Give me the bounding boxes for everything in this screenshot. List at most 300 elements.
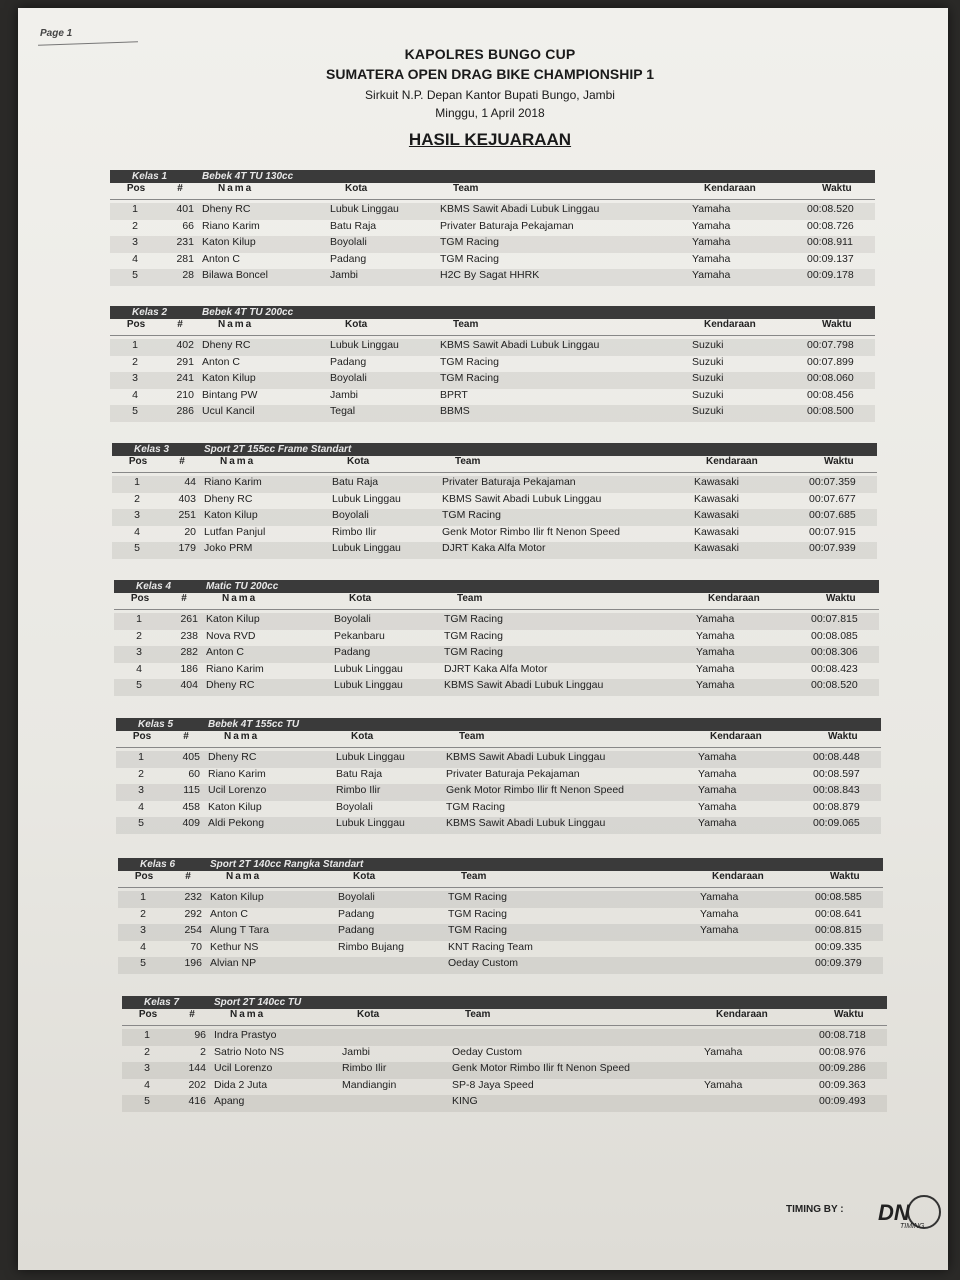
cell-pos: 2 <box>134 492 140 505</box>
timing-logo-icon <box>868 1190 948 1230</box>
cell-waktu: 00:09.137 <box>807 252 854 265</box>
class-section <box>122 996 887 1112</box>
cell-kendaraan: Suzuki <box>692 388 724 401</box>
column-header-kendaraan: Kendaraan <box>704 183 756 194</box>
cell-kota: Padang <box>334 646 371 658</box>
cell-nama: Aldi Pekong <box>208 817 265 829</box>
result-row <box>112 476 877 493</box>
document-header <box>0 46 960 150</box>
result-row <box>114 613 879 630</box>
championship-title: SUMATERA OPEN DRAG BIKE CHAMPIONSHIP 1 <box>326 66 654 82</box>
cell-kota: Jambi <box>342 1045 371 1058</box>
column-header-kendaraan: Kendaraan <box>708 593 760 604</box>
column-header-team: Team <box>465 1009 491 1020</box>
column-header-pos: Pos <box>134 871 154 882</box>
cell-team: TGM Racing <box>448 891 507 903</box>
cell-nama: Alung T Tara <box>210 924 269 936</box>
column-headers <box>118 871 883 888</box>
cell-kota: Lubuk Linggau <box>336 751 405 763</box>
cell-kendaraan: Kawasaki <box>694 476 739 488</box>
column-header-nama: Nama <box>220 456 256 467</box>
class-header-bar <box>122 996 887 1009</box>
column-header-kendaraan: Kendaraan <box>706 456 758 467</box>
cell-no: 286 <box>176 405 194 417</box>
cell-pos: 4 <box>144 1078 150 1091</box>
column-header-kota: Kota <box>349 593 372 604</box>
column-header-kota: Kota <box>345 183 368 194</box>
cell-waktu: 00:09.065 <box>813 817 860 829</box>
cell-waktu: 00:08.718 <box>819 1029 866 1041</box>
cell-team: TGM Racing <box>440 372 499 384</box>
column-header-nama: Nama <box>222 593 258 604</box>
cell-no: 402 <box>176 339 194 351</box>
cell-no: 405 <box>182 751 200 763</box>
cell-pos: 2 <box>132 219 138 232</box>
results-rows <box>110 336 875 422</box>
cell-team: Genk Motor Rimbo Ilir ft Nenon Speed <box>442 525 620 538</box>
cell-waktu: 00:09.493 <box>819 1095 866 1107</box>
column-header-pos: Pos <box>126 319 146 330</box>
cell-pos: 5 <box>140 957 146 969</box>
cell-kendaraan: Kawasaki <box>694 542 739 554</box>
cell-kendaraan: Yamaha <box>696 679 735 691</box>
cell-kota: Lubuk Linggau <box>330 203 399 215</box>
cell-kendaraan: Yamaha <box>692 219 731 232</box>
result-row <box>116 784 881 801</box>
column-headers <box>110 183 875 200</box>
cell-kendaraan: Suzuki <box>692 372 724 384</box>
column-header-waktu: Waktu <box>822 319 852 330</box>
cell-nama: Ucil Lorenzo <box>214 1062 273 1074</box>
cell-kendaraan: Yamaha <box>692 236 731 248</box>
cell-no: 20 <box>184 525 196 538</box>
cell-waktu: 00:08.500 <box>807 405 854 417</box>
column-header-team: Team <box>453 319 479 330</box>
cell-team: TGM Racing <box>448 907 507 920</box>
cell-team: TGM Racing <box>446 800 505 813</box>
cell-team: Oeday Custom <box>452 1045 523 1058</box>
cell-kota: Boyolali <box>336 800 373 813</box>
cell-no: 210 <box>176 388 194 401</box>
cell-nama: Anton C <box>210 907 248 920</box>
cell-kendaraan: Yamaha <box>696 646 735 658</box>
class-category: Bebek 4T TU 200cc <box>202 307 294 318</box>
class-section <box>112 443 877 559</box>
cell-team: DJRT Kaka Alfa Motor <box>444 662 548 675</box>
results-rows <box>122 1026 887 1112</box>
result-row <box>122 1029 887 1046</box>
cell-no: 281 <box>176 252 194 265</box>
cell-no: 66 <box>182 219 194 232</box>
cell-waktu: 00:08.585 <box>815 891 862 903</box>
cell-kota: Jambi <box>330 388 359 401</box>
column-header-pos: Pos <box>126 183 146 194</box>
cell-no: 254 <box>184 924 202 936</box>
cell-pos: 3 <box>136 646 142 658</box>
column-header-kendaraan: Kendaraan <box>710 731 762 742</box>
result-row <box>122 1095 887 1112</box>
cell-pos: 2 <box>136 629 142 642</box>
cell-no: 416 <box>188 1095 206 1107</box>
cell-kota: Lubuk Linggau <box>336 817 405 829</box>
cell-kendaraan: Yamaha <box>704 1045 743 1058</box>
cell-nama: Riano Karim <box>202 219 260 232</box>
cell-kendaraan: Yamaha <box>698 767 737 780</box>
result-row <box>114 646 879 663</box>
class-category: Sport 2T 155cc Frame Standart <box>204 444 352 455</box>
cell-waktu: 00:07.899 <box>807 355 854 368</box>
class-number: Kelas 5 <box>138 719 174 730</box>
cell-no: 238 <box>180 629 198 642</box>
cell-kota: Padang <box>338 907 375 920</box>
result-row <box>118 957 883 974</box>
result-row <box>122 1046 887 1063</box>
cell-kota: Rimbo Ilir <box>342 1062 387 1074</box>
column-header-kota: Kota <box>351 731 374 742</box>
result-row <box>122 1062 887 1079</box>
cell-kendaraan: Yamaha <box>704 1078 743 1091</box>
result-row <box>114 663 879 680</box>
cell-team: H2C By Sagat HHRK <box>440 269 540 281</box>
cell-nama: Indra Prastyo <box>214 1029 277 1041</box>
cell-team: TGM Racing <box>440 236 499 248</box>
cell-no: 96 <box>194 1029 206 1041</box>
result-row <box>122 1079 887 1096</box>
cell-pos: 5 <box>144 1095 150 1107</box>
cell-nama: Katon Kilup <box>208 800 262 813</box>
cell-pos: 3 <box>132 372 138 384</box>
cell-waktu: 00:08.520 <box>811 679 858 691</box>
cell-team: KNT Racing Team <box>448 940 533 953</box>
cell-waktu: 00:08.060 <box>807 372 854 384</box>
cell-nama: Dheny RC <box>206 679 255 691</box>
cell-waktu: 00:08.843 <box>813 784 860 796</box>
cell-waktu: 00:07.939 <box>809 542 856 554</box>
column-header-team: Team <box>461 871 487 882</box>
cell-no: 291 <box>176 355 194 368</box>
cell-no: 44 <box>184 476 196 488</box>
column-header-waktu: Waktu <box>824 456 854 467</box>
cell-pos: 1 <box>136 613 142 625</box>
cell-nama: Anton C <box>206 646 244 658</box>
result-row <box>118 908 883 925</box>
event-title: KAPOLRES BUNGO CUP <box>404 46 576 62</box>
column-header-nama: Nama <box>230 1009 266 1020</box>
cell-kota: Boyolali <box>332 509 369 521</box>
cell-team: BBMS <box>440 405 470 417</box>
cell-team: KING <box>452 1095 478 1107</box>
cell-pos: 1 <box>132 339 138 351</box>
cell-waktu: 00:08.641 <box>815 907 862 920</box>
cell-waktu: 00:08.520 <box>807 203 854 215</box>
result-row <box>116 801 881 818</box>
cell-kendaraan: Yamaha <box>696 629 735 642</box>
result-row <box>110 389 875 406</box>
cell-no: 202 <box>188 1078 206 1091</box>
cell-team: DJRT Kaka Alfa Motor <box>442 542 546 554</box>
class-category: Bebek 4T 155cc TU <box>208 719 300 730</box>
results-heading: HASIL KEJUARAAN <box>408 130 572 149</box>
cell-kota: Lubuk Linggau <box>334 679 403 691</box>
result-row <box>118 924 883 941</box>
cell-kota: Lubuk Linggau <box>332 542 401 554</box>
cell-waktu: 00:09.379 <box>815 957 862 969</box>
cell-no: 115 <box>183 784 200 796</box>
cell-no: 409 <box>182 817 200 829</box>
cell-pos: 2 <box>144 1045 150 1058</box>
cell-kota: Boyolali <box>330 372 367 384</box>
column-header-no: # <box>185 871 191 882</box>
cell-nama: Joko PRM <box>204 542 253 554</box>
cell-kota: Padang <box>338 924 375 936</box>
class-number: Kelas 4 <box>136 581 172 592</box>
cell-team: Privater Baturaja Pekajaman <box>446 767 580 780</box>
cell-team: KBMS Sawit Abadi Lubuk Linggau <box>444 679 604 691</box>
result-row <box>118 891 883 908</box>
cell-pos: 5 <box>136 679 142 691</box>
column-header-kota: Kota <box>345 319 368 330</box>
column-header-nama: Nama <box>218 183 254 194</box>
cell-nama: Katon Kilup <box>202 236 256 248</box>
class-number: Kelas 2 <box>132 307 168 318</box>
cell-pos: 1 <box>132 203 138 215</box>
column-header-nama: Nama <box>224 731 260 742</box>
cell-no: 231 <box>176 236 194 248</box>
result-row <box>110 253 875 270</box>
class-number: Kelas 1 <box>132 171 168 182</box>
cell-pos: 2 <box>132 355 138 368</box>
cell-nama: Dheny RC <box>202 339 251 351</box>
cell-team: TGM Racing <box>444 629 503 642</box>
cell-nama: Ucul Kancil <box>202 405 255 417</box>
cell-no: 2 <box>200 1045 206 1058</box>
cell-pos: 3 <box>140 924 146 936</box>
cell-kendaraan: Yamaha <box>698 784 737 796</box>
cell-kendaraan: Yamaha <box>698 800 737 813</box>
result-row <box>114 679 879 696</box>
cell-team: TGM Racing <box>440 355 499 368</box>
class-section <box>114 580 879 696</box>
cell-kendaraan: Yamaha <box>692 203 731 215</box>
cell-kota: Boyolali <box>330 236 367 248</box>
cell-kendaraan: Yamaha <box>692 252 731 265</box>
cell-team: Privater Baturaja Pekajaman <box>442 476 576 488</box>
column-header-pos: Pos <box>132 731 152 742</box>
column-header-pos: Pos <box>138 1009 158 1020</box>
class-category: Bebek 4T TU 130cc <box>202 171 294 182</box>
cell-no: 186 <box>180 662 198 675</box>
cell-kendaraan: Suzuki <box>692 405 724 417</box>
cell-pos: 5 <box>132 269 138 281</box>
column-headers <box>110 319 875 336</box>
cell-nama: Riano Karim <box>204 476 262 488</box>
cell-waktu: 00:08.306 <box>811 646 858 658</box>
cell-pos: 5 <box>132 405 138 417</box>
cell-waktu: 00:07.915 <box>809 525 856 538</box>
cell-pos: 1 <box>144 1029 150 1041</box>
result-row <box>112 542 877 559</box>
cell-team: KBMS Sawit Abadi Lubuk Linggau <box>446 817 606 829</box>
cell-kota: Padang <box>330 252 367 265</box>
cell-waktu: 00:08.726 <box>807 219 854 232</box>
cell-waktu: 00:08.976 <box>819 1045 866 1058</box>
cell-kendaraan: Kawasaki <box>694 525 739 538</box>
cell-waktu: 00:07.685 <box>809 509 856 521</box>
cell-pos: 4 <box>138 800 144 813</box>
cell-team: KBMS Sawit Abadi Lubuk Linggau <box>442 492 602 505</box>
class-header-bar <box>110 170 875 183</box>
column-headers <box>122 1009 887 1026</box>
cell-pos: 1 <box>138 751 144 763</box>
result-row <box>114 630 879 647</box>
cell-team: Privater Baturaja Pekajaman <box>440 219 574 232</box>
cell-kota: Batu Raja <box>332 476 379 488</box>
cell-team: KBMS Sawit Abadi Lubuk Linggau <box>446 751 606 763</box>
column-header-no: # <box>179 456 185 467</box>
cell-kendaraan: Kawasaki <box>694 509 739 521</box>
cell-nama: Dida 2 Juta <box>214 1078 268 1091</box>
cell-kota: Rimbo Ilir <box>336 784 381 796</box>
cell-nama: Nova RVD <box>206 629 256 642</box>
cell-kota: Rimbo Bujang <box>338 940 404 953</box>
results-rows <box>116 748 881 834</box>
column-header-no: # <box>181 593 187 604</box>
result-row <box>110 269 875 286</box>
cell-nama: Satrio Noto NS <box>214 1045 285 1058</box>
cell-team: Oeday Custom <box>448 957 519 969</box>
class-section <box>118 858 883 974</box>
column-header-waktu: Waktu <box>834 1009 864 1020</box>
cell-no: 292 <box>184 907 202 920</box>
cell-kendaraan: Yamaha <box>698 751 737 763</box>
cell-kendaraan: Yamaha <box>696 613 735 625</box>
cell-pos: 4 <box>140 940 146 953</box>
column-header-kendaraan: Kendaraan <box>712 871 764 882</box>
cell-waktu: 00:08.911 <box>807 236 853 248</box>
cell-nama: Anton C <box>202 355 240 368</box>
result-row <box>112 526 877 543</box>
cell-pos: 2 <box>140 907 146 920</box>
cell-pos: 4 <box>136 662 142 675</box>
cell-team: KBMS Sawit Abadi Lubuk Linggau <box>440 203 600 215</box>
cell-pos: 3 <box>134 509 140 521</box>
column-header-kendaraan: Kendaraan <box>704 319 756 330</box>
cell-no: 28 <box>182 269 194 281</box>
cell-waktu: 00:08.456 <box>807 388 854 401</box>
cell-team: BPRT <box>440 388 468 401</box>
cell-kota: Boyolali <box>338 891 375 903</box>
cell-team: TGM Racing <box>442 509 501 521</box>
cell-kendaraan: Suzuki <box>692 339 724 351</box>
results-rows <box>114 610 879 696</box>
cell-nama: Bilawa Boncel <box>202 269 268 281</box>
cell-team: TGM Racing <box>444 646 503 658</box>
cell-pos: 5 <box>134 542 140 554</box>
column-header-nama: Nama <box>226 871 262 882</box>
class-header-bar <box>110 306 875 319</box>
venue: Sirkuit N.P. Depan Kantor Bupati Bungo, Jambi <box>365 88 615 102</box>
cell-no: 179 <box>178 542 196 554</box>
cell-no: 144 <box>188 1062 206 1074</box>
cell-pos: 2 <box>138 767 144 780</box>
cell-kota: Mandiangin <box>342 1078 397 1091</box>
cell-waktu: 00:08.448 <box>813 751 860 763</box>
cell-team: TGM Racing <box>444 613 503 625</box>
cell-kota: Jambi <box>330 269 359 281</box>
cell-no: 251 <box>178 509 196 521</box>
cell-pos: 3 <box>132 236 138 248</box>
column-header-kota: Kota <box>357 1009 380 1020</box>
cell-no: 458 <box>182 800 200 813</box>
cell-kota: Padang <box>330 355 367 368</box>
cell-nama: Bintang PW <box>202 388 258 401</box>
results-rows <box>118 888 883 974</box>
class-header-bar <box>112 443 877 456</box>
cell-waktu: 00:07.798 <box>807 339 854 351</box>
cell-team: TGM Racing <box>448 924 507 936</box>
cell-kota: Rimbo Ilir <box>332 525 377 538</box>
cell-no: 70 <box>190 940 202 953</box>
event-date: Minggu, 1 April 2018 <box>435 106 545 120</box>
result-row <box>110 339 875 356</box>
cell-nama: Katon Kilup <box>204 509 258 521</box>
cell-kendaraan: Yamaha <box>700 907 739 920</box>
column-header-kota: Kota <box>347 456 370 467</box>
class-category: Matic TU 200cc <box>206 581 279 592</box>
cell-waktu: 00:09.335 <box>815 940 862 953</box>
result-row <box>112 509 877 526</box>
cell-no: 403 <box>178 492 196 505</box>
cell-no: 404 <box>180 679 198 691</box>
class-section <box>110 306 875 422</box>
cell-kendaraan: Yamaha <box>698 817 737 829</box>
column-header-nama: Nama <box>218 319 254 330</box>
cell-nama: Ucil Lorenzo <box>208 784 267 796</box>
cell-pos: 3 <box>138 784 144 796</box>
cell-kota: Pekanbaru <box>334 629 385 642</box>
column-header-waktu: Waktu <box>828 731 858 742</box>
results-rows <box>112 473 877 559</box>
results-rows <box>110 200 875 286</box>
cell-no: 241 <box>176 372 194 384</box>
cell-kendaraan: Kawasaki <box>694 492 739 505</box>
column-header-team: Team <box>457 593 483 604</box>
cell-pos: 1 <box>134 476 140 488</box>
cell-kendaraan: Yamaha <box>700 924 739 936</box>
cell-kota: Tegal <box>330 405 356 417</box>
cell-waktu: 00:09.178 <box>807 269 854 281</box>
column-header-no: # <box>183 731 189 742</box>
column-header-waktu: Waktu <box>822 183 852 194</box>
cell-no: 282 <box>180 646 198 658</box>
cell-pos: 4 <box>132 252 138 265</box>
class-header-bar <box>114 580 879 593</box>
timing-label: TIMING BY : <box>786 1204 844 1215</box>
cell-no: 60 <box>188 767 200 780</box>
column-headers <box>116 731 881 748</box>
cell-waktu: 00:08.085 <box>811 629 858 642</box>
cell-kota: Batu Raja <box>330 219 377 232</box>
cell-team: KBMS Sawit Abadi Lubuk Linggau <box>440 339 600 351</box>
cell-nama: Katon Kilup <box>210 891 264 903</box>
result-row <box>110 236 875 253</box>
result-row <box>112 493 877 510</box>
cell-nama: Dheny RC <box>208 751 257 763</box>
cell-team: SP-8 Jaya Speed <box>452 1078 534 1091</box>
result-row <box>110 220 875 237</box>
cell-waktu: 00:08.815 <box>815 924 862 936</box>
cell-kota: Lubuk Linggau <box>334 662 403 675</box>
